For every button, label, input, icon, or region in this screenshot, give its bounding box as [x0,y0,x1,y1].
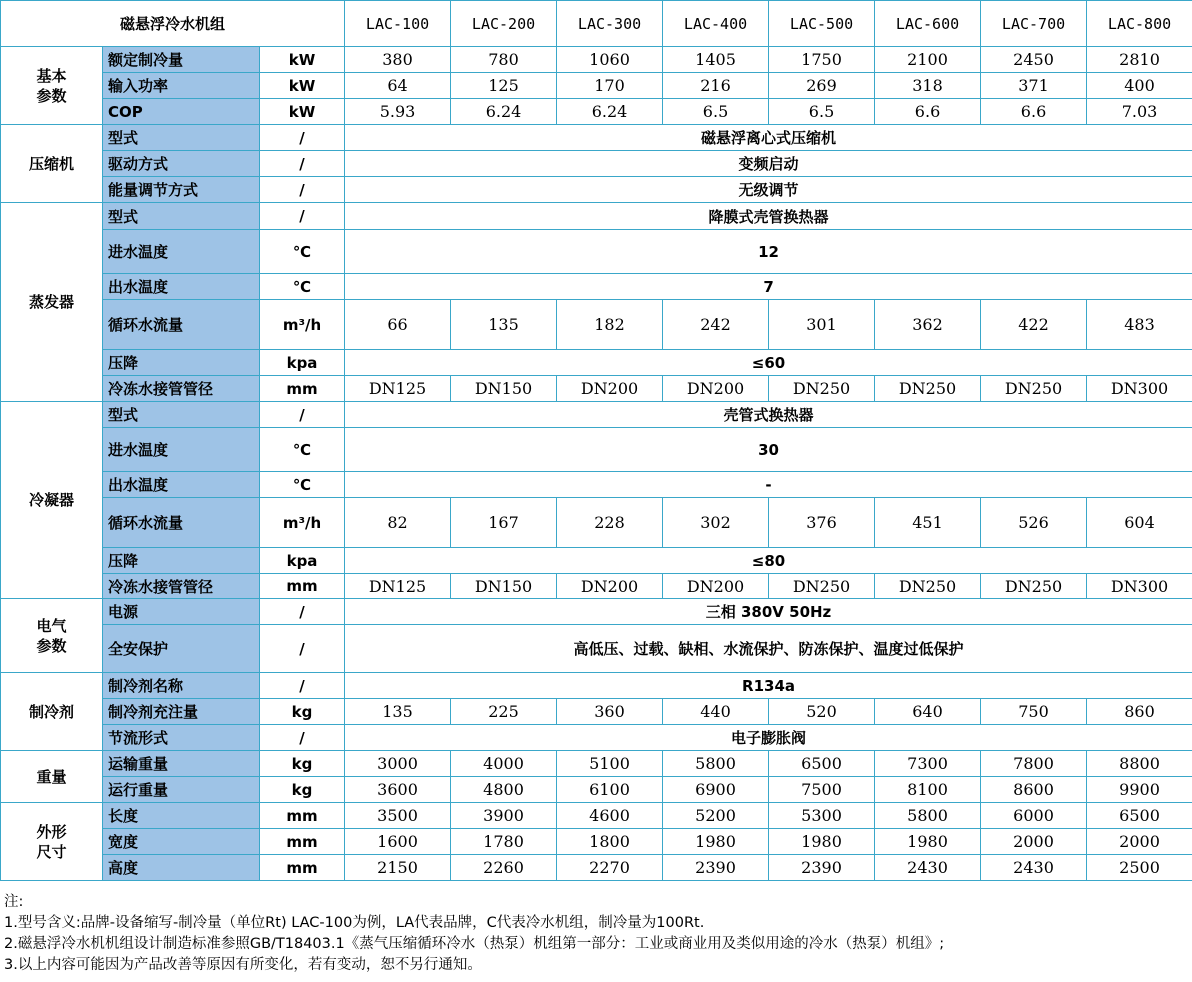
value-cell: 6500 [769,751,875,777]
table-row [1,300,1192,350]
unit-cell: m³/h [260,498,345,548]
value-cell: 170 [557,73,663,99]
unit-cell: kpa [260,548,345,574]
value-cell: 66 [345,300,451,350]
value-cell: DN200 [557,574,663,599]
table-row [1,125,1192,151]
value-cell: 6500 [1087,803,1192,829]
value-cell: 2260 [451,855,557,881]
value-cell: 2000 [1087,829,1192,855]
merged-value: 无级调节 [345,177,1192,203]
value-cell: 8100 [875,777,981,803]
model-header: LAC-200 [451,1,557,47]
table-row [1,472,1192,498]
value-cell: 7300 [875,751,981,777]
param-label: 驱动方式 [103,151,260,177]
merged-value: 高低压、过载、缺相、水流保护、防冻保护、温度过低保护 [345,625,1192,673]
table-title: 磁悬浮冷水机组 [1,1,345,47]
value-cell: 7800 [981,751,1087,777]
value-cell: 400 [1087,73,1192,99]
merged-value: 壳管式换热器 [345,402,1192,428]
value-cell: DN250 [981,574,1087,599]
value-cell: 440 [663,699,769,725]
value-cell: 8600 [981,777,1087,803]
value-cell: 5300 [769,803,875,829]
value-cell: 6.24 [557,99,663,125]
value-cell: 269 [769,73,875,99]
value-cell: 2450 [981,47,1087,73]
param-label: 出水温度 [103,472,260,498]
value-cell: 301 [769,300,875,350]
table-row [1,548,1192,574]
unit-cell: / [260,151,345,177]
table-row [1,725,1192,751]
value-cell: 6900 [663,777,769,803]
unit-cell: ℃ [260,428,345,472]
param-label: 循环水流量 [103,300,260,350]
value-cell: DN300 [1087,574,1192,599]
value-cell: 6.5 [663,99,769,125]
value-cell: DN200 [663,574,769,599]
unit-cell: ℃ [260,274,345,300]
unit-cell: / [260,725,345,751]
value-cell: 5.93 [345,99,451,125]
param-label: 压降 [103,350,260,376]
model-header: LAC-700 [981,1,1087,47]
unit-cell: / [260,599,345,625]
value-cell: DN300 [1087,376,1192,402]
value-cell: 1980 [769,829,875,855]
param-label: 冷冻水接管管径 [103,376,260,402]
table-row [1,829,1192,855]
value-cell: 371 [981,73,1087,99]
value-cell: 4600 [557,803,663,829]
table-row [1,99,1192,125]
merged-value: 30 [345,428,1192,472]
table-row [1,274,1192,300]
param-label: 冷冻水接管管径 [103,574,260,599]
param-label: 输入功率 [103,73,260,99]
table-row [1,73,1192,99]
table-row [1,803,1192,829]
value-cell: 520 [769,699,875,725]
note-line: 3.以上内容可能因为产品改善等原因有所变化，若有变动，恕不另行通知。 [4,957,482,973]
value-cell: 6100 [557,777,663,803]
value-cell: 182 [557,300,663,350]
merged-value: 电子膨胀阀 [345,725,1192,751]
value-cell: 2390 [663,855,769,881]
value-cell: 2430 [875,855,981,881]
unit-cell: kW [260,99,345,125]
param-label: 额定制冷量 [103,47,260,73]
table-row [1,47,1192,73]
value-cell: 1600 [345,829,451,855]
param-label: 出水温度 [103,274,260,300]
value-cell: 302 [663,498,769,548]
value-cell: DN200 [663,376,769,402]
param-label: 制冷剂名称 [103,673,260,699]
merged-value: ≤80 [345,548,1192,574]
value-cell: 780 [451,47,557,73]
value-cell: 2500 [1087,855,1192,881]
unit-cell: / [260,177,345,203]
table-row [1,376,1192,402]
unit-cell: kpa [260,350,345,376]
param-label: 全安保护 [103,625,260,673]
value-cell: DN250 [875,376,981,402]
param-label: 进水温度 [103,428,260,472]
param-label: 进水温度 [103,230,260,274]
header-row [1,1,1192,47]
notes [4,892,1190,976]
value-cell: 3000 [345,751,451,777]
value-cell: 483 [1087,300,1192,350]
section-label: 冷凝器 [1,402,103,599]
value-cell: 2810 [1087,47,1192,73]
unit-cell: ℃ [260,230,345,274]
value-cell: 5800 [663,751,769,777]
merged-value: 磁悬浮离心式压缩机 [345,125,1192,151]
section-label: 基本 参数 [1,47,103,125]
param-label: 型式 [103,402,260,428]
value-cell: 604 [1087,498,1192,548]
unit-cell: kg [260,699,345,725]
value-cell: DN250 [875,574,981,599]
unit-cell: mm [260,574,345,599]
value-cell: 3500 [345,803,451,829]
value-cell: DN125 [345,376,451,402]
value-cell: 1800 [557,829,663,855]
param-label: 长度 [103,803,260,829]
value-cell: 1405 [663,47,769,73]
unit-cell: / [260,673,345,699]
table-row [1,350,1192,376]
model-header: LAC-400 [663,1,769,47]
unit-cell: / [260,203,345,230]
merged-value: ≤60 [345,350,1192,376]
value-cell: 6.6 [981,99,1087,125]
value-cell: 7500 [769,777,875,803]
value-cell: 5800 [875,803,981,829]
value-cell: 422 [981,300,1087,350]
table-row [1,177,1192,203]
param-label: 循环水流量 [103,498,260,548]
table-row [1,428,1192,472]
param-label: 制冷剂充注量 [103,699,260,725]
table-row [1,402,1192,428]
value-cell: 242 [663,300,769,350]
model-header: LAC-300 [557,1,663,47]
value-cell: 1750 [769,47,875,73]
model-header: LAC-600 [875,1,981,47]
value-cell: DN150 [451,376,557,402]
value-cell: 750 [981,699,1087,725]
unit-cell: / [260,402,345,428]
table-row [1,151,1192,177]
param-label: 节流形式 [103,725,260,751]
value-cell: 451 [875,498,981,548]
param-label: COP [103,99,260,125]
table-row [1,498,1192,548]
unit-cell: / [260,625,345,673]
param-label: 高度 [103,855,260,881]
value-cell: DN250 [981,376,1087,402]
value-cell: DN250 [769,376,875,402]
value-cell: 640 [875,699,981,725]
value-cell: 2270 [557,855,663,881]
section-label: 蒸发器 [1,203,103,402]
table-row [1,673,1192,699]
table-row [1,574,1192,599]
value-cell: 380 [345,47,451,73]
note-line: 注: [4,894,24,910]
value-cell: 6.24 [451,99,557,125]
unit-cell: kW [260,47,345,73]
value-cell: 1980 [663,829,769,855]
param-label: 运行重量 [103,777,260,803]
section-label: 制冷剂 [1,673,103,751]
value-cell: 860 [1087,699,1192,725]
table-row [1,777,1192,803]
value-cell: 1060 [557,47,663,73]
value-cell: DN200 [557,376,663,402]
value-cell: 9900 [1087,777,1192,803]
table-row [1,230,1192,274]
value-cell: 2150 [345,855,451,881]
value-cell: 135 [451,300,557,350]
merged-value: - [345,472,1192,498]
value-cell: 4000 [451,751,557,777]
model-header: LAC-100 [345,1,451,47]
param-label: 压降 [103,548,260,574]
param-label: 型式 [103,203,260,230]
merged-value: 12 [345,230,1192,274]
value-cell: 5200 [663,803,769,829]
table-row [1,855,1192,881]
merged-value: 降膜式壳管换热器 [345,203,1192,230]
table-row [1,625,1192,673]
unit-cell: kg [260,751,345,777]
unit-cell: mm [260,855,345,881]
unit-cell: mm [260,803,345,829]
value-cell: DN125 [345,574,451,599]
value-cell: DN250 [769,574,875,599]
param-label: 宽度 [103,829,260,855]
note-line: 2.磁悬浮冷水机机组设计制造标准参照GB/T18403.1《蒸气压缩循环冷水（热泵）机组第一部分：工业或商业用及类似用途的冷水（热泵）机组》; [4,936,945,952]
unit-cell: kW [260,73,345,99]
value-cell: 135 [345,699,451,725]
value-cell: 362 [875,300,981,350]
value-cell: 1980 [875,829,981,855]
value-cell: 225 [451,699,557,725]
value-cell: 2100 [875,47,981,73]
section-label: 外形 尺寸 [1,803,103,881]
table-row [1,599,1192,625]
note-line: 1.型号含义:品牌-设备缩写-制冷量（单位Rt) LAC-100为例，LA代表品牌，C代表冷水机组，制冷量为100Rt. [4,915,705,931]
model-header: LAC-500 [769,1,875,47]
section-label: 电气 参数 [1,599,103,673]
unit-cell: mm [260,376,345,402]
value-cell: 82 [345,498,451,548]
value-cell: 7.03 [1087,99,1192,125]
merged-value: 三相 380V 50Hz [345,599,1192,625]
unit-cell: mm [260,829,345,855]
unit-cell: ℃ [260,472,345,498]
model-header: LAC-800 [1087,1,1192,47]
value-cell: 2390 [769,855,875,881]
param-label: 电源 [103,599,260,625]
value-cell: DN150 [451,574,557,599]
section-label: 重量 [1,751,103,803]
value-cell: 8800 [1087,751,1192,777]
value-cell: 318 [875,73,981,99]
value-cell: 3600 [345,777,451,803]
table-row [1,699,1192,725]
value-cell: 376 [769,498,875,548]
value-cell: 125 [451,73,557,99]
unit-cell: m³/h [260,300,345,350]
table-row [1,751,1192,777]
merged-value: 7 [345,274,1192,300]
value-cell: 1780 [451,829,557,855]
param-label: 型式 [103,125,260,151]
table-row [1,203,1192,230]
value-cell: 2430 [981,855,1087,881]
section-label: 压缩机 [1,125,103,203]
value-cell: 360 [557,699,663,725]
unit-cell: / [260,125,345,151]
value-cell: 228 [557,498,663,548]
value-cell: 6.6 [875,99,981,125]
merged-value: 变频启动 [345,151,1192,177]
value-cell: 2000 [981,829,1087,855]
param-label: 运输重量 [103,751,260,777]
value-cell: 5100 [557,751,663,777]
value-cell: 526 [981,498,1087,548]
value-cell: 4800 [451,777,557,803]
value-cell: 216 [663,73,769,99]
value-cell: 6.5 [769,99,875,125]
value-cell: 167 [451,498,557,548]
value-cell: 3900 [451,803,557,829]
value-cell: 64 [345,73,451,99]
merged-value: R134a [345,673,1192,699]
unit-cell: kg [260,777,345,803]
param-label: 能量调节方式 [103,177,260,203]
value-cell: 6000 [981,803,1087,829]
